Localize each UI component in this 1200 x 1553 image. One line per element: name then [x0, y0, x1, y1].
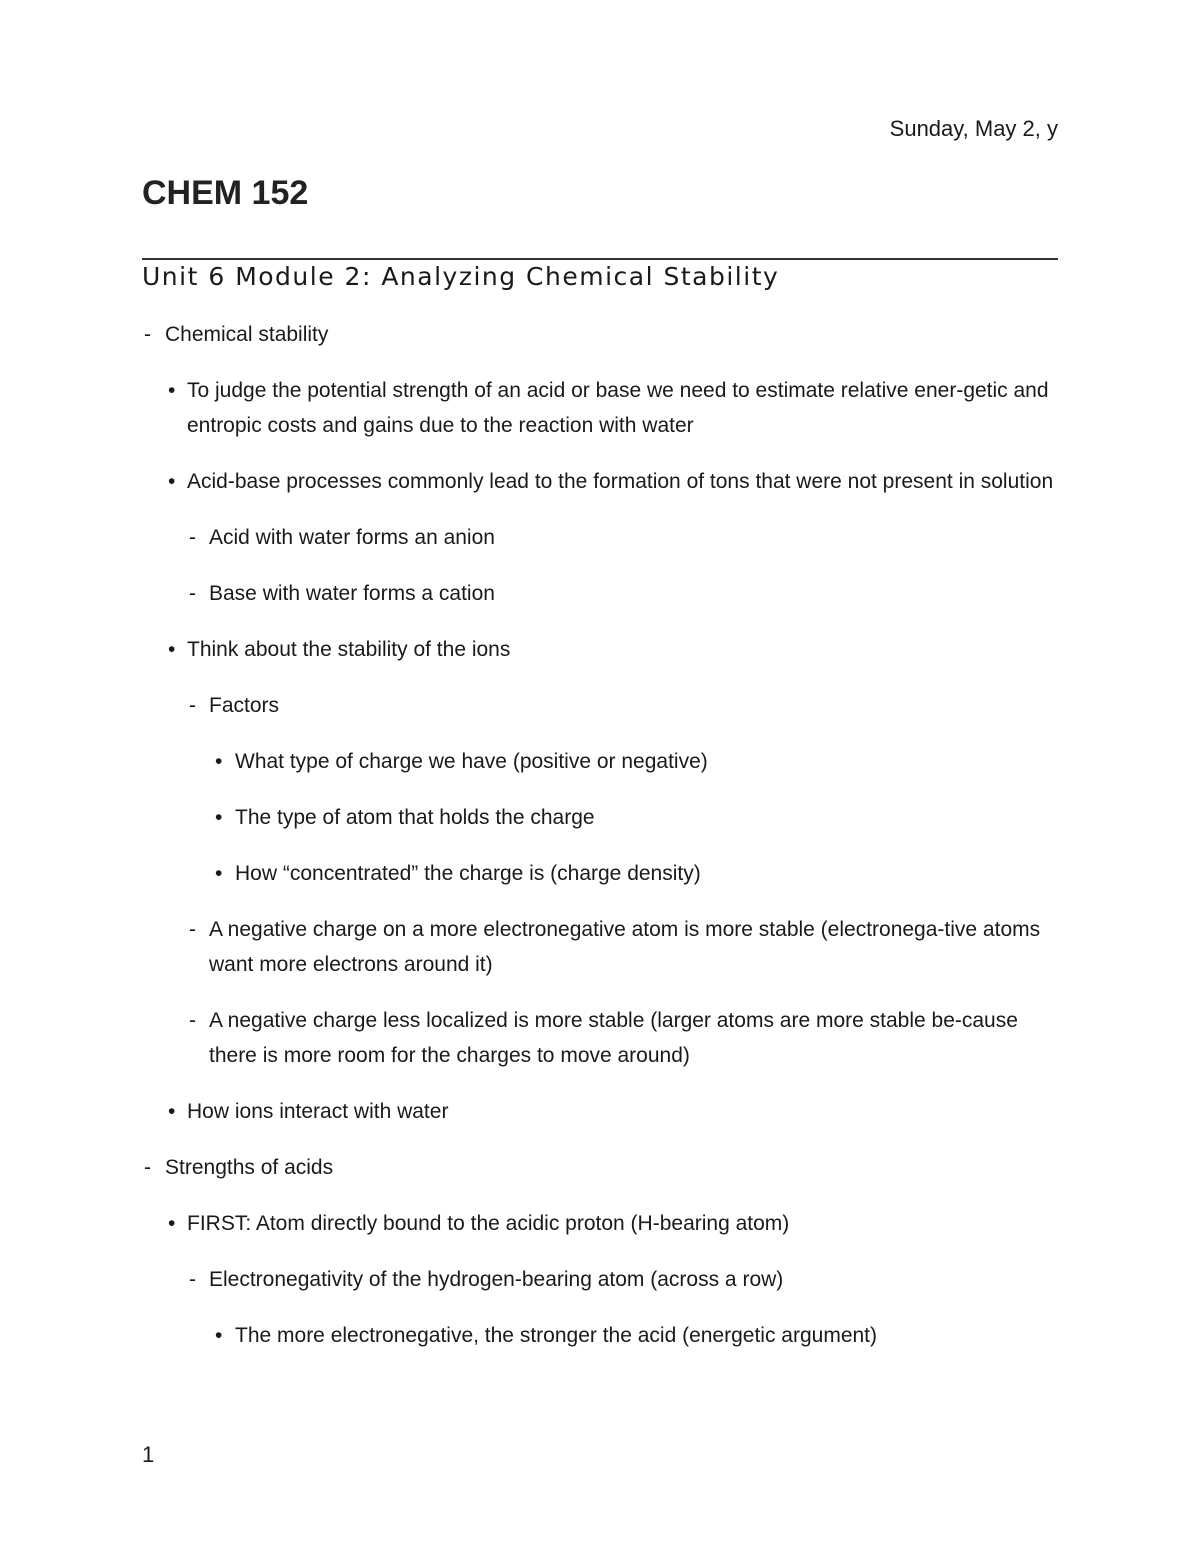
outline-item — [212, 1318, 1058, 1353]
outline-item-text: FIRST: Atom directly bound to the acidic proton (H-bearing atom) — [187, 1212, 790, 1235]
page-number: 1 — [142, 1442, 155, 1467]
outline-item-text: Base with water forms a cation — [209, 582, 495, 605]
outline-item — [187, 688, 1058, 723]
outline-item — [142, 1150, 1058, 1185]
outline-item-text: Factors — [209, 694, 280, 717]
outline-item — [142, 317, 1058, 352]
dash-marker: - — [189, 918, 196, 941]
bullet-marker: • — [168, 379, 176, 402]
bullet-marker: • — [168, 638, 176, 661]
bullet-marker: • — [215, 750, 223, 773]
outline-item — [165, 1206, 1058, 1241]
dash-marker: - — [189, 526, 196, 549]
outline-item-text: Think about the stability of the ions — [187, 638, 511, 661]
outline-item-text: Strengths of acids — [165, 1156, 334, 1179]
outline-item-text: What type of charge we have (positive or negative) — [235, 750, 708, 773]
bullet-marker: • — [215, 806, 223, 829]
bullet-marker: • — [168, 1100, 176, 1123]
outline-item — [187, 912, 1058, 982]
course-title: CHEM 152 — [142, 174, 309, 212]
notes-outline — [142, 317, 1058, 1374]
bullet-marker: • — [215, 862, 223, 885]
dash-marker: - — [144, 323, 151, 346]
dash-marker: - — [189, 694, 196, 717]
outline-item-text: Electronegativity of the hydrogen-bearing atom (across a row) — [209, 1268, 784, 1291]
outline-item — [165, 464, 1058, 499]
bullet-marker: • — [215, 1324, 223, 1347]
dash-marker: - — [144, 1156, 151, 1179]
outline-item-text: How ions interact with water — [187, 1100, 449, 1123]
outline-item — [187, 576, 1058, 611]
title-divider — [142, 258, 1058, 260]
outline-item — [212, 800, 1058, 835]
outline-item — [212, 856, 1058, 891]
outline-item-text: Chemical stability — [165, 323, 329, 346]
dash-marker: - — [189, 1268, 196, 1291]
outline-item — [187, 520, 1058, 555]
outline-item-text: The more electronegative, the stronger the acid (energetic argument) — [235, 1324, 878, 1347]
outline-item-text: A negative charge less localized is more stable (larger atoms are more stable be-cause there is more room for the charges to move around) — [209, 1009, 1018, 1067]
outline-item-text: Acid with water forms an anion — [209, 526, 495, 549]
bullet-marker: • — [168, 470, 176, 493]
outline-item-text: A negative charge on a more electronegative atom is more stable (electronega-tive atoms want more electrons around it) — [209, 918, 1041, 976]
outline-item — [165, 632, 1058, 667]
outline-item-text: To judge the potential strength of an acid or base we need to estimate relative ener-getic and entropic costs and gains due to the reaction with water — [187, 379, 1049, 437]
outline-item — [187, 1003, 1058, 1073]
outline-item — [165, 1094, 1058, 1129]
module-title: Unit 6 Module 2: Analyzing Chemical Stability — [142, 262, 780, 291]
outline-item — [187, 1262, 1058, 1297]
dash-marker: - — [189, 582, 196, 605]
outline-item-text: The type of atom that holds the charge — [235, 806, 595, 829]
outline-item — [165, 373, 1058, 443]
outline-item-text: How “concentrated” the charge is (charge density) — [235, 862, 701, 885]
bullet-marker: • — [168, 1212, 176, 1235]
document-date: Sunday, May 2, y — [889, 116, 1058, 141]
dash-marker: - — [189, 1009, 196, 1032]
outline-item-text: Acid-base processes commonly lead to the formation of tons that were not present in solution — [187, 470, 1054, 493]
outline-item — [212, 744, 1058, 779]
